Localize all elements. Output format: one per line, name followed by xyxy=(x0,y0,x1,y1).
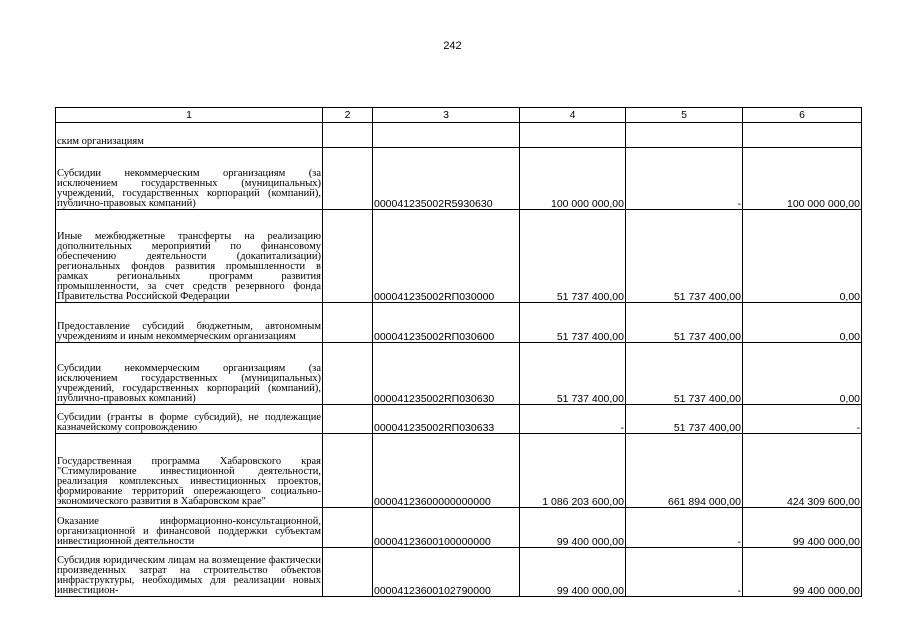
row-value-5: 51 737 400,00 xyxy=(626,343,743,405)
row-value-4: 1 086 203 600,00 xyxy=(520,434,626,508)
row-value-5: - xyxy=(626,148,743,210)
row-value-6: 99 400 000,00 xyxy=(743,508,862,548)
row-value-5: 51 737 400,00 xyxy=(626,210,743,303)
row-code: 000041235002RП030633 xyxy=(373,405,520,434)
column-header: 1 xyxy=(56,108,323,123)
table-row xyxy=(56,210,862,303)
row-value-5: - xyxy=(626,508,743,548)
row-value-4: 100 000 000,00 xyxy=(520,148,626,210)
column-header: 6 xyxy=(743,108,862,123)
row-value-4: 99 400 000,00 xyxy=(520,548,626,597)
row-value-6: 0,00 xyxy=(743,210,862,303)
table-header-row xyxy=(56,108,862,123)
row-col2 xyxy=(323,508,373,548)
row-code: 00004123600102790000 xyxy=(373,548,520,597)
row-value-4: - xyxy=(520,405,626,434)
row-value-4: 51 737 400,00 xyxy=(520,210,626,303)
row-code: 000041235002R5930630 xyxy=(373,148,520,210)
row-value-6: 99 400 000,00 xyxy=(743,548,862,597)
column-header: 2 xyxy=(323,108,373,123)
row-col2 xyxy=(323,548,373,597)
table-row xyxy=(56,148,862,210)
row-value-6: 100 000 000,00 xyxy=(743,148,862,210)
table-row xyxy=(56,303,862,343)
row-description: ским организациям xyxy=(56,123,323,148)
row-description: Государственная программа Хабаровского края "Стимулирование инвестиционной деятельности, реализация комплексных инвестиционных проектов, формирование территорий опережающего социально-экономического развития в Хабаровском крае" xyxy=(56,434,323,508)
row-description: Оказание информационно-консультационной, организационной и финансовой поддержки субъектам инвестиционной деятельности xyxy=(56,508,323,548)
row-description: Предоставление субсидий бюджетным, автономным учреждениям и иным некоммерческим организациям xyxy=(56,303,323,343)
row-value-4: 99 400 000,00 xyxy=(520,508,626,548)
row-code: 000041235002RП030000 xyxy=(373,210,520,303)
table-row xyxy=(56,123,862,148)
row-value-6: - xyxy=(743,405,862,434)
column-header: 5 xyxy=(626,108,743,123)
column-header: 3 xyxy=(373,108,520,123)
row-description: Субсидии некоммерческим организациям (за исключением государственных (муниципальных) учреждений, государственных корпораций (компаний), публично-правовых компаний) xyxy=(56,343,323,405)
row-code: 000041235002RП030630 xyxy=(373,343,520,405)
table-row xyxy=(56,434,862,508)
table-row xyxy=(56,343,862,405)
row-col2 xyxy=(323,303,373,343)
row-code: 00004123600000000000 xyxy=(373,434,520,508)
row-value-6: 424 309 600,00 xyxy=(743,434,862,508)
row-col2 xyxy=(323,343,373,405)
row-col2 xyxy=(323,405,373,434)
row-value-4: 51 737 400,00 xyxy=(520,343,626,405)
row-code: 000041235002RП030600 xyxy=(373,303,520,343)
column-header: 4 xyxy=(520,108,626,123)
row-description: Иные межбюджетные трансферты на реализацию дополнительных мероприятий по финансовому обеспечению деятельности (докапитализации) региональных фондов развития промышленности в рамках региональных программ развития промышленности, за счет средств резервного фонда Правительства Российской Федерации xyxy=(56,210,323,303)
row-value-6: 0,00 xyxy=(743,343,862,405)
page-number: 242 xyxy=(443,40,462,52)
row-col2 xyxy=(323,210,373,303)
row-description: Субсидии некоммерческим организациям (за исключением государственных (муниципальных) учреждений, государственных корпораций (компаний), публично-правовых компаний) xyxy=(56,148,323,210)
row-value-5 xyxy=(626,123,743,148)
row-description: Субсидия юридическим лицам на возмещение фактически произведенных затрат на строительство объектов инфраструктуры, необходимых для реализации новых инвестицион- xyxy=(56,548,323,597)
budget-table xyxy=(55,107,862,597)
row-value-5: - xyxy=(626,548,743,597)
row-col2 xyxy=(323,434,373,508)
row-value-6 xyxy=(743,123,862,148)
row-value-4: 51 737 400,00 xyxy=(520,303,626,343)
table-row xyxy=(56,548,862,597)
row-col2 xyxy=(323,123,373,148)
row-value-5: 51 737 400,00 xyxy=(626,405,743,434)
table-row xyxy=(56,508,862,548)
row-code: 00004123600100000000 xyxy=(373,508,520,548)
table-row xyxy=(56,405,862,434)
row-code xyxy=(373,123,520,148)
row-value-4 xyxy=(520,123,626,148)
row-description: Субсидии (гранты в форме субсидий), не подлежащие казначейскому сопровождению xyxy=(56,405,323,434)
row-value-6: 0,00 xyxy=(743,303,862,343)
row-value-5: 51 737 400,00 xyxy=(626,303,743,343)
row-col2 xyxy=(323,148,373,210)
row-value-5: 661 894 000,00 xyxy=(626,434,743,508)
